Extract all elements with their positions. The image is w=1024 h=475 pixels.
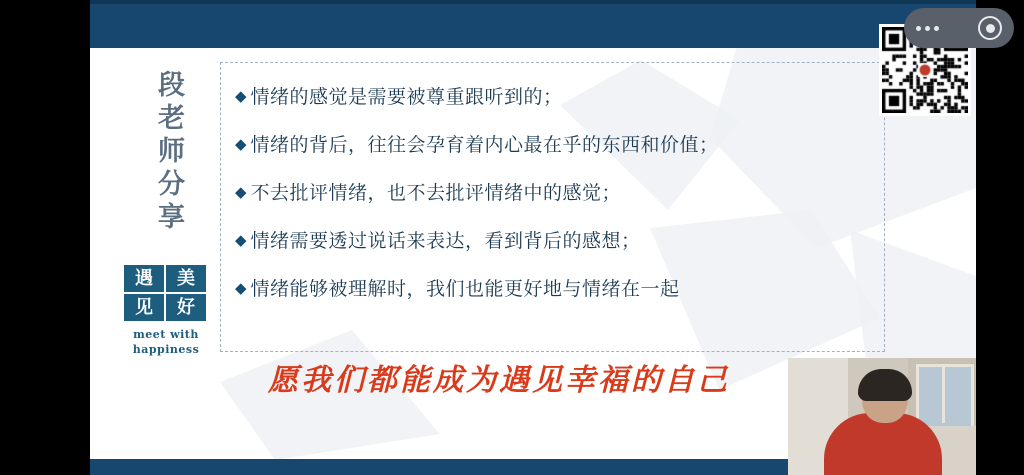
speaker-camera-thumbnail[interactable] [788, 358, 976, 475]
diamond-bullet-icon: ◆ [235, 184, 247, 201]
more-options-icon[interactable] [916, 26, 939, 31]
video-window [916, 364, 974, 432]
diamond-bullet-icon: ◆ [235, 232, 247, 249]
bullet-list-box [220, 62, 885, 352]
logo-char-2: 美 [166, 265, 206, 292]
speaker-hair [858, 369, 912, 401]
list-item [235, 85, 866, 109]
logo-char-4: 好 [166, 294, 206, 321]
logo-english-text [120, 328, 212, 358]
dot-2 [925, 26, 930, 31]
list-item-text: 情绪需要透过说话来表达，看到背后的感想； [250, 230, 641, 252]
brand-logo [120, 265, 212, 358]
slide-top-banner [90, 0, 976, 48]
floating-controls-bar[interactable] [904, 8, 1014, 48]
record-dot [986, 24, 995, 33]
logo-char-1: 遇 [124, 265, 164, 292]
logo-english-line2: happiness [132, 342, 200, 356]
dot-1 [916, 26, 921, 31]
logo-english-line1: meet with [133, 328, 199, 341]
letterbox-right [976, 0, 1024, 475]
slide-tagline: 愿我们都能成为遇见幸福的自己 [268, 363, 730, 398]
list-item-text: 情绪的背后，往往会孕育着内心最在乎的东西和价值； [250, 134, 719, 156]
presenter-vertical-title: 段老师分享 [153, 70, 184, 235]
slide-banner-accent [90, 0, 976, 4]
list-item-text: 不去批评情绪，也不去批评情绪中的感觉； [250, 182, 622, 204]
record-icon[interactable] [978, 16, 1002, 40]
letterbox-left [0, 0, 90, 475]
diamond-bullet-icon: ◆ [235, 136, 247, 153]
list-item [235, 133, 866, 157]
list-item [235, 229, 866, 253]
diamond-bullet-icon: ◆ [235, 88, 247, 105]
list-item [235, 277, 866, 301]
logo-char-3: 见 [124, 294, 164, 321]
logo-mark [124, 265, 208, 323]
list-item [235, 181, 866, 205]
list-item-text: 情绪能够被理解时，我们也能更好地与情绪在一起 [250, 278, 680, 300]
dot-3 [934, 26, 939, 31]
diamond-bullet-icon: ◆ [235, 280, 247, 297]
list-item-text: 情绪的感觉是需要被尊重跟听到的； [250, 86, 563, 108]
